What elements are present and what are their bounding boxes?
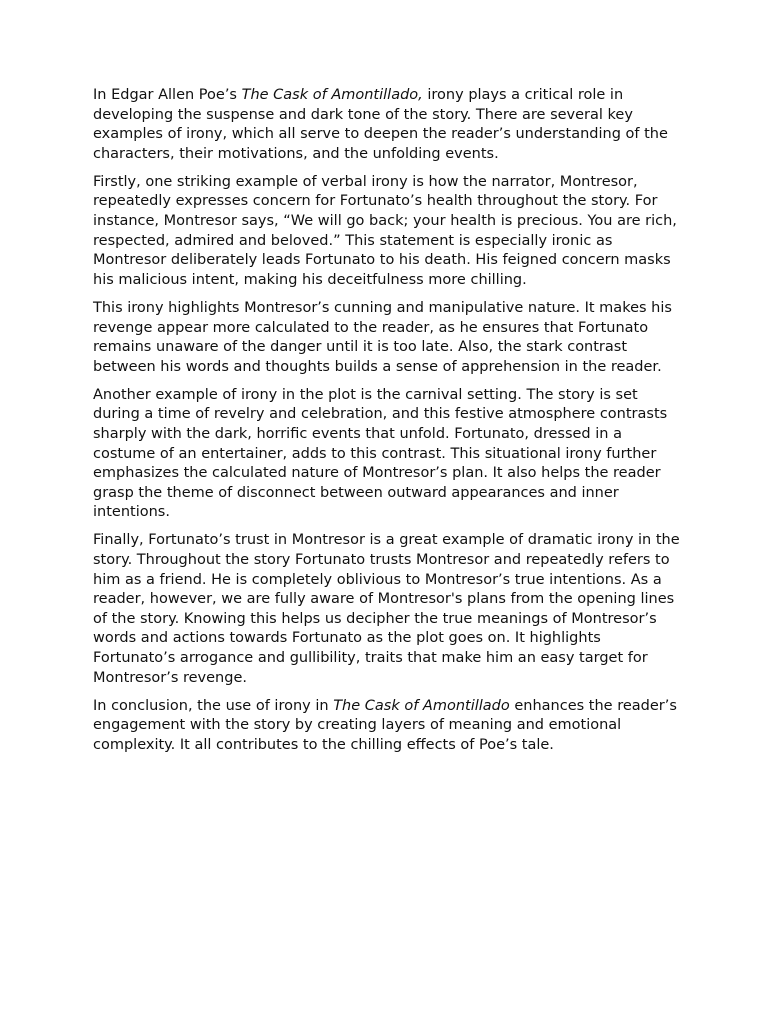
paragraph-conclusion [93, 697, 683, 756]
conclusion-text-start: In conclusion, the use of irony in [93, 697, 334, 714]
conclusion-story-title: The Cask of Amontillado [333, 697, 510, 714]
paragraph-introduction [93, 86, 683, 164]
paragraph-verbal-irony: Firstly, one striking example of verbal irony is how the narrator, Montresor, repeatedly expresses concern for Fortunato’s health throughout the story. For instance, Montresor says, “We will go back; your health is precious. You are rich, respected, admired and beloved.” This statement is especially ironic as Montresor deliberately leads Fortunato to his death. His feigned concern masks his malicious intent, making his deceitfulness more chilling. [93, 173, 677, 288]
intro-text-end: irony plays a critical role in developing the suspense and dark tone of the story. There are several key examples of irony, which all serve to deepen the reader’s understanding of the characters, their motivations, and the unfolding events. [93, 87, 668, 162]
paragraph-irony-highlights: This irony highlights Montresor’s cunning and manipulative nature. It makes his revenge appear more calculated to the reader, as he ensures that Fortunato remains unaware of the danger until it is too late. Also, the stark contrast between his words and thoughts builds a sense of apprehension in the reader. [93, 299, 672, 375]
paragraph-dramatic-irony: Finally, Fortunato’s trust in Montresor is a great example of dramatic irony in the story. Throughout the story Fortunato trusts Montresor and repeatedly refers to him as a friend. He is completely oblivious to Montresor’s true intentions. As a reader, however, we are fully aware of Montresor's plans from the opening lines of the story. Knowing this helps us decipher the true meanings of Montresor’s words and actions towards Fortunato as the plot goes on. It highlights Fortunato’s arrogance and gullibility, traits that make him an easy target for Montresor’s revenge. [93, 532, 680, 686]
conclusion-text-end: enhances the reader’s engagement with the story by creating layers of meaning and emotional complexity. It all contributes to the chilling effects of Poe’s tale. [93, 697, 677, 753]
document-page [93, 86, 683, 764]
intro-story-title: The Cask of Amontillado, [241, 87, 423, 103]
paragraph-situational-irony: Another example of irony in the plot is the carnival setting. The story is set during a time of revelry and celebration, and this festive atmosphere contrasts sharply with the dark, horrific events that unfold. Fortunato, dressed in a costume of an entertainer, adds to this contrast. This situational irony further emphasizes the calculated nature of Montresor’s plan. It also helps the reader grasp the theme of disconnect between outward appearances and inner intentions. [93, 386, 668, 521]
intro-text-start: In Edgar Allen Poe’s [93, 87, 242, 103]
